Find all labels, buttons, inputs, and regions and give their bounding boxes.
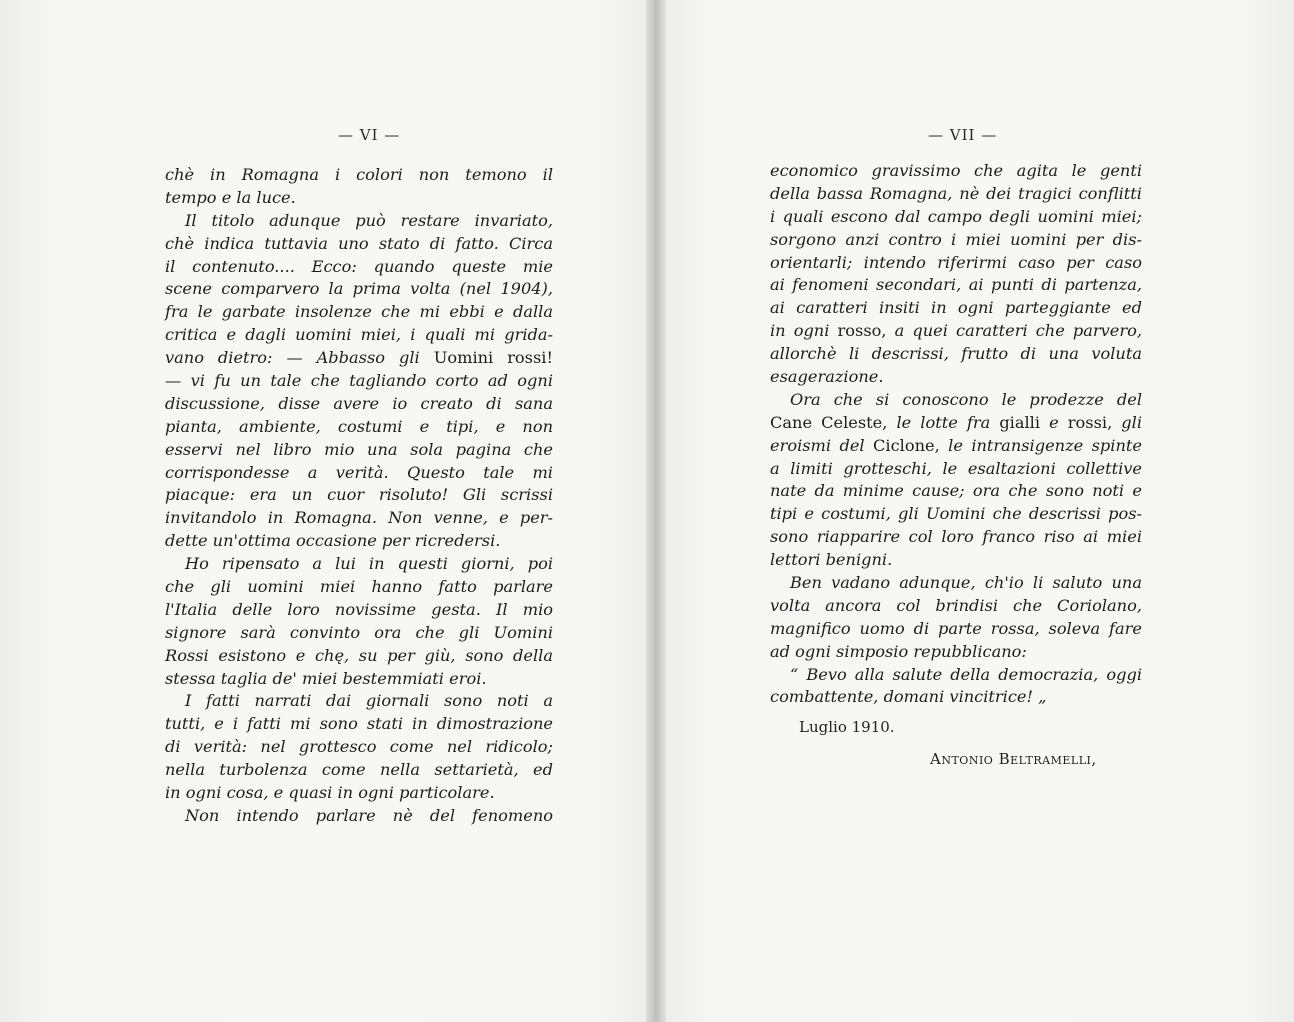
text-line: signore sarà convinto ora che gli Uomini <box>165 622 553 642</box>
text-line: della bassa Romagna, nè dei tragici conflitti <box>770 183 1142 203</box>
text-line: ai caratteri insiti in ogni parteggiante ed <box>770 298 1142 318</box>
text-line: corrispondesse a verità. Questo tale mi <box>165 462 553 482</box>
text-line <box>770 435 1142 458</box>
text-line: i quali escono dal campo degli uomini miei; <box>770 206 1142 226</box>
text-fragment: e <box>1049 412 1059 432</box>
page-number-left: — VI — <box>338 126 401 144</box>
text-line <box>770 320 1142 343</box>
text-line: esservi nel libro mio una sola pagina che <box>165 439 553 459</box>
text-line: Il titolo adunque può restare invariato, <box>185 210 553 230</box>
text-line: dette un'ottima occasione per ricredersi. <box>165 531 501 551</box>
text-line: tipi e costumi, gli Uomini che descrissi pos- <box>770 504 1142 524</box>
text-line: pianta, ambiente, costumi e tipi, e non <box>165 416 553 436</box>
text-line: combattente, domani vincitrice! „ <box>770 687 1047 707</box>
text-fragment: gli <box>1121 412 1143 432</box>
text-line: I fatti narrati dai giornali sono noti a <box>185 691 553 711</box>
text-line: sorgono anzi contro i miei uomini per dis- <box>770 229 1142 249</box>
text-line: ai fenomeni secondari, ai punti di partenza, <box>770 275 1142 295</box>
text-fragment-roman: rosso, <box>837 321 887 341</box>
text-line: Ho ripensato a lui in questi giorni, poi <box>185 554 553 574</box>
text-fragment-roman: rossi, <box>1067 412 1113 432</box>
text-line: l'Italia delle loro novissime gesta. Il mio <box>165 599 553 619</box>
text-fragment: vano dietro: — Abbasso gli <box>165 348 420 368</box>
text-fragment-roman: Ciclone, <box>873 435 940 455</box>
text-line: Rossi esistono e chę, su per giù, sono della <box>165 645 553 665</box>
text-line: volta ancora col brindisi che Coriolano, <box>770 595 1142 615</box>
text-fragment: le lotte fra <box>896 412 991 432</box>
text-fragment-roman: Cane Celeste, <box>770 412 888 432</box>
text-line: chè in Romagna i colori non temono il <box>165 165 553 184</box>
text-line: economico gravissimo che agita le genti <box>770 161 1142 180</box>
text-fragment: eroismi del <box>770 435 865 455</box>
text-line: esagerazione. <box>770 367 884 387</box>
text-line: che gli uomini miei hanno fatto parlare <box>165 577 553 597</box>
text-fragment-roman: gialli <box>999 412 1041 432</box>
text-line: critica e dagli uomini miei, i quali mi grida- <box>165 325 553 345</box>
author-signature: Antonio Beltramelli, <box>930 750 1097 768</box>
text-line: lettori benigni. <box>770 550 893 570</box>
text-line: orientarli; intendo riferirmi caso per caso <box>770 252 1142 272</box>
text-line: tempo e la luce. <box>165 187 296 207</box>
text-line: il contenuto.... Ecco: quando queste mie <box>165 256 553 276</box>
text-line: Ben vadano adunque, ch'io li saluto una <box>790 573 1142 593</box>
text-line: invitandolo in Romagna. Non venne, e per- <box>165 508 553 528</box>
text-fragment: in ogni <box>770 321 830 341</box>
text-line: ad ogni simposio repubblicano: <box>770 641 1027 661</box>
text-line: fra le garbate insolenze che mi ebbi e dalla <box>165 302 553 322</box>
text-line: scene comparvero la prima volta (nel 1904), <box>165 279 553 299</box>
text-line: Non intendo parlare nè del fenomeno <box>185 805 553 825</box>
text-line: a limiti grotteschi, le esaltazioni collettive <box>770 458 1142 478</box>
text-line: piacque: era un cuor risoluto! Gli scrissi <box>165 485 553 505</box>
text-line <box>770 412 1142 435</box>
text-line: magnifico uomo di parte rossa, soleva fare <box>770 618 1142 638</box>
right-page-text <box>770 160 1142 709</box>
left-page-text <box>165 164 553 828</box>
text-line: sono riapparire col loro franco riso ai miei <box>770 527 1142 547</box>
text-line: “ Bevo alla salute della democrazia, oggi <box>790 664 1142 684</box>
text-fragment: a quei caratteri che parvero, <box>894 321 1142 341</box>
text-line: Ora che si conoscono le prodezze del <box>790 389 1142 409</box>
text-line: — vi fu un tale che tagliando corto ad ogni <box>165 371 553 391</box>
text-line: tutti, e i fatti mi sono stati in dimostrazione <box>165 714 553 734</box>
text-line: in ogni cosa, e quasi in ogni particolare. <box>165 783 495 803</box>
book-gutter <box>646 0 666 1022</box>
page-number-right: — VII — <box>928 126 998 144</box>
text-line: allorchè li descrissi, frutto di una voluta <box>770 344 1142 364</box>
text-line: nella turbolenza come nella settarietà, ed <box>165 760 553 780</box>
text-line: stessa taglia de' miei bestemmiati eroi. <box>165 668 487 688</box>
text-line: di verità: nel grottesco come nel ridicolo; <box>165 737 553 757</box>
text-line <box>165 347 553 370</box>
text-line: discussione, disse avere io creato di sana <box>165 393 553 413</box>
dateline: Luglio 1910. <box>799 718 895 736</box>
text-line: chè indica tuttavia uno stato di fatto. Circa <box>165 233 553 253</box>
text-fragment: le intransigenze spinte <box>948 435 1142 455</box>
text-line: nate da minime cause; ora che sono noti e <box>770 481 1142 501</box>
text-fragment-roman: Uomini rossi! <box>433 348 553 368</box>
